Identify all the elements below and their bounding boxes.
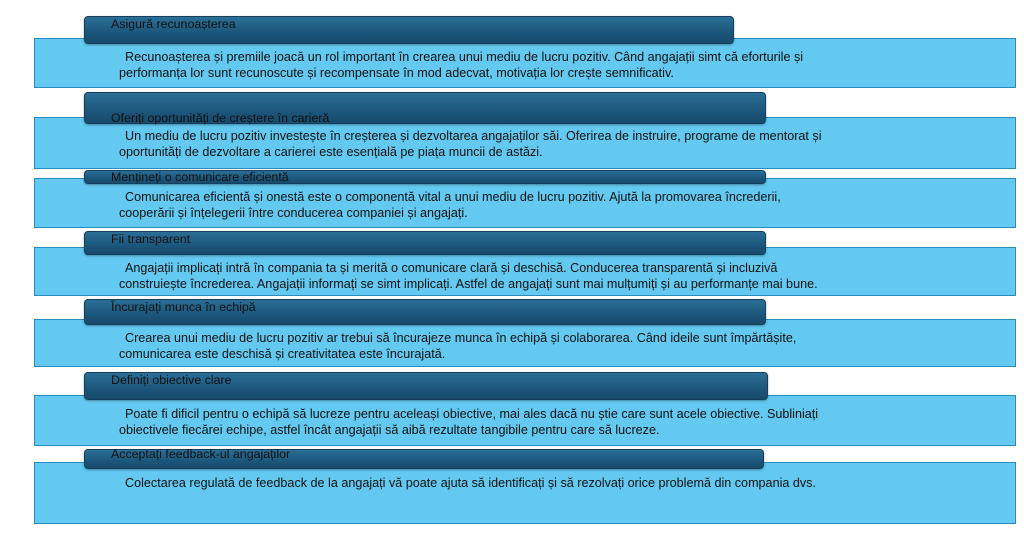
item-description xyxy=(119,475,945,491)
item-header-feedback xyxy=(84,449,764,469)
item-description xyxy=(119,189,945,221)
item-description-line-1: Colectarea regulată de feedback de la angajați vă poate ajuta să identificați și să rezolvați orice problemă din compania dvs. xyxy=(125,476,816,490)
item-description-line-1: Un mediu de lucru pozitiv investește în creșterea și dezvoltarea angajaților săi. Oferirea de instruire, programe de mentorat și xyxy=(125,129,822,143)
item-description-line-2: comunicarea este deschisă și creativitatea este încurajată. xyxy=(119,347,446,361)
item-description xyxy=(119,330,945,362)
item-description-line-2: obiectivele fiecărei echipe, astfel încât angajații să aibă rezultate tangibile pentru care să lucreze. xyxy=(119,423,660,437)
item-description-line-1: Crearea unui mediu de lucru pozitiv ar trebui să încurajeze munca în echipă și colaborarea. Când ideile sunt împărtășite, xyxy=(125,331,797,345)
item-title: Încurajați munca în echipă xyxy=(111,300,256,314)
item-header-transparency xyxy=(84,231,766,255)
item-description xyxy=(119,128,945,160)
item-header-career-growth xyxy=(84,92,766,124)
item-description-line-1: Angajații implicați intră în compania ta și merită o comunicare clară și deschisă. Conducerea transparentă și incluzivă xyxy=(125,261,778,275)
item-title: Acceptați feedback-ul angajaților xyxy=(111,447,291,461)
item-description-line-2: construiește încrederea. Angajații informați se simt implicați. Astfel de angajați sunt mai mulțumiți și au performanțe mai bune. xyxy=(119,277,818,291)
item-title: Oferiți oportunități de creștere în carieră xyxy=(111,111,330,125)
item-box-recognition xyxy=(34,38,1016,88)
item-title: Fii transparent xyxy=(111,232,191,246)
item-box-teamwork xyxy=(34,319,1016,367)
item-box-feedback xyxy=(34,462,1016,524)
item-description-line-2: cooperării și înțelegerii între conducerea companiei și angajați. xyxy=(119,206,468,220)
item-description-line-1: Comunicarea eficientă și onestă este o componentă vital a unui mediu de lucru pozitiv. Ajută la promovarea încrederii, xyxy=(125,190,781,204)
item-description-line-2: performanța lor sunt recunoscute și recompensate în mod adecvat, motivația lor crește semnificativ. xyxy=(119,66,674,80)
item-description xyxy=(119,49,945,81)
item-description xyxy=(119,406,945,438)
item-header-teamwork xyxy=(84,299,766,325)
item-box-communication xyxy=(34,178,1016,228)
item-header-communication xyxy=(84,170,766,184)
item-title: Asigură recunoașterea xyxy=(111,17,236,31)
item-box-clear-objectives xyxy=(34,395,1016,446)
item-title: Mențineți o comunicare eficientă xyxy=(111,170,289,184)
item-description-line-1: Poate fi dificil pentru o echipă să lucreze pentru aceleași obiective, mai ales dacă nu știe care sunt acele obiective. Subliniați xyxy=(125,407,819,421)
item-title: Definiți obiective clare xyxy=(111,373,232,387)
item-description-line-2: oportunități de dezvoltare a carierei este esențială pe piața muncii de astăzi. xyxy=(119,145,543,159)
item-description-line-1: Recunoașterea și premiile joacă un rol important în crearea unui mediu de lucru pozitiv. Când angajații simt că eforturile și xyxy=(125,50,804,64)
item-description xyxy=(119,260,945,292)
item-header-recognition xyxy=(84,16,734,44)
item-header-clear-objectives xyxy=(84,372,768,400)
